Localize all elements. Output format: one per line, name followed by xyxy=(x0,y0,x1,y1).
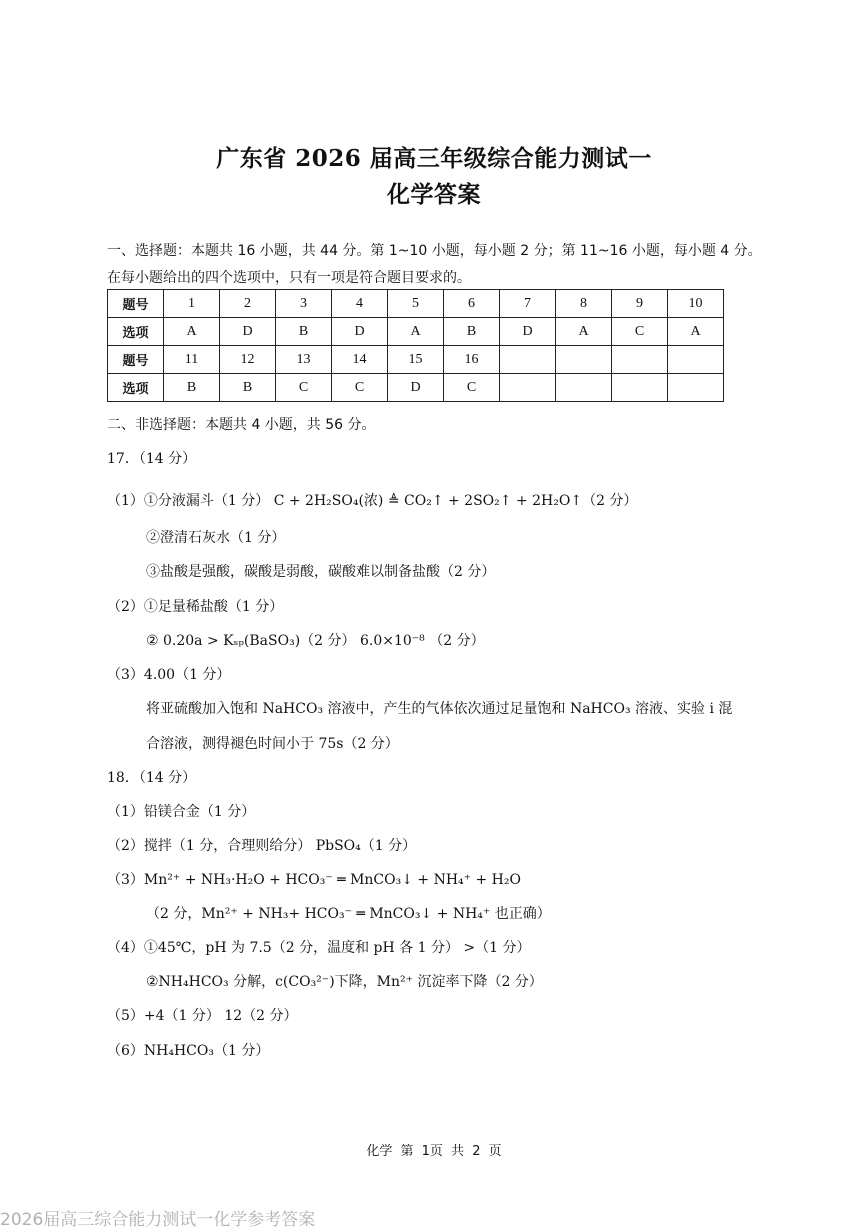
q18-line: （6）NH₄HCO₃（1 分） xyxy=(107,1043,270,1059)
table-cell: B xyxy=(276,318,332,346)
q17-line: ② 0.20a > Kₛₚ(BaSO₃)（2 分） 6.0×10⁻⁸ （2 分） xyxy=(146,633,485,649)
table-cell: 10 xyxy=(668,290,724,318)
table-cell: C xyxy=(612,318,668,346)
table-cell xyxy=(500,374,556,402)
document-subtitle: 化学答案 xyxy=(387,182,481,208)
section2-intro: 二、非选择题：本题共 4 小题，共 56 分。 xyxy=(107,417,376,433)
q18-line: （4）①45℃，pH 为 7.5（2 分，温度和 pH 各 1 分） >（1 分） xyxy=(107,940,531,956)
table-cell: 2 xyxy=(220,290,276,318)
q17-line: 合溶液，测得褪色时间小于 75s（2 分） xyxy=(146,736,399,752)
table-cell: A xyxy=(668,318,724,346)
q17-line: （3）4.00（1 分） xyxy=(107,667,231,683)
q18-line: （2 分，Mn²⁺ + NH₃+ HCO₃⁻ ═ MnCO₃↓ + NH₄⁺ 也正确） xyxy=(146,906,551,922)
q18-line: （1）铅镁合金（1 分） xyxy=(107,804,256,820)
table-cell: 12 xyxy=(220,346,276,374)
section1-intro-line2: 在每小题给出的四个选项中，只有一项是符合题目要求的。 xyxy=(107,270,471,286)
table-cell: 5 xyxy=(388,290,444,318)
table-header-cell: 选项 xyxy=(108,318,164,346)
table-cell: C xyxy=(276,374,332,402)
table-cell: A xyxy=(556,318,612,346)
q17-line: （1）①分液漏斗（1 分） C + 2H₂SO₄(浓) ≜ CO₂↑ + 2SO₂↑ + 2H₂O↑（2 分） xyxy=(107,493,638,509)
table-cell: C xyxy=(444,374,500,402)
table-cell xyxy=(556,346,612,374)
table-cell: D xyxy=(388,374,444,402)
table-cell: 11 xyxy=(164,346,220,374)
watermark: 2026届高三综合能力测试一化学参考答案 xyxy=(0,1210,316,1230)
q18-line: （5）+4（1 分） 12（2 分） xyxy=(107,1008,298,1024)
table-cell: 3 xyxy=(276,290,332,318)
table-cell xyxy=(612,346,668,374)
table-cell xyxy=(668,374,724,402)
table-cell: 1 xyxy=(164,290,220,318)
table-cell: D xyxy=(220,318,276,346)
document-title: 广东省 2026 届高三年级综合能力测试一 xyxy=(216,145,652,172)
table-cell: D xyxy=(332,318,388,346)
table-cell: 16 xyxy=(444,346,500,374)
q17-line: 将亚硫酸加入饱和 NaHCO₃ 溶液中，产生的气体依次通过足量饱和 NaHCO₃ 溶液、实验 i 混 xyxy=(146,701,733,717)
table-cell: B xyxy=(164,374,220,402)
table-cell xyxy=(668,346,724,374)
table-row xyxy=(108,374,724,402)
table-cell: D xyxy=(500,318,556,346)
table-cell xyxy=(500,346,556,374)
table-cell: 15 xyxy=(388,346,444,374)
table-cell: B xyxy=(220,374,276,402)
table-cell: A xyxy=(164,318,220,346)
table-cell: B xyxy=(444,318,500,346)
table-row xyxy=(108,346,724,374)
q17-header: 17．（14 分） xyxy=(107,451,197,467)
table-cell: 6 xyxy=(444,290,500,318)
table-cell xyxy=(612,374,668,402)
table-header-cell: 题号 xyxy=(108,290,164,318)
table-header-cell: 选项 xyxy=(108,374,164,402)
table-cell: 7 xyxy=(500,290,556,318)
table-cell: 4 xyxy=(332,290,388,318)
table-cell: 9 xyxy=(612,290,668,318)
q17-line: ③盐酸是强酸，碳酸是弱酸，碳酸难以制备盐酸（2 分） xyxy=(146,564,496,580)
q18-header: 18．（14 分） xyxy=(107,770,197,786)
table-cell: 13 xyxy=(276,346,332,374)
q18-line: （2）搅拌（1 分，合理则给分） PbSO₄（1 分） xyxy=(107,838,417,854)
page-footer: 化学 第 1页 共 2 页 xyxy=(366,1144,502,1159)
section1-intro-line1: 一、选择题：本题共 16 小题，共 44 分。第 1~10 小题，每小题 2 分；第 11~16 小题，每小题 4 分。 xyxy=(107,243,762,259)
table-cell: 8 xyxy=(556,290,612,318)
q17-line: ②澄清石灰水（1 分） xyxy=(146,530,286,546)
table-row xyxy=(108,290,724,318)
answer-table xyxy=(107,289,724,402)
table-row xyxy=(108,318,724,346)
table-cell: 14 xyxy=(332,346,388,374)
q18-line: ②NH₄HCO₃ 分解，c(CO₃²⁻)下降，Mn²⁺ 沉淀率下降（2 分） xyxy=(146,974,543,990)
table-cell xyxy=(556,374,612,402)
q17-line: （2）①足量稀盐酸（1 分） xyxy=(107,599,284,615)
table-header-cell: 题号 xyxy=(108,346,164,374)
q18-line: （3）Mn²⁺ + NH₃·H₂O + HCO₃⁻ ═ MnCO₃↓ + NH₄⁺ + H₂O xyxy=(107,872,521,888)
table-cell: C xyxy=(332,374,388,402)
table-cell: A xyxy=(388,318,444,346)
